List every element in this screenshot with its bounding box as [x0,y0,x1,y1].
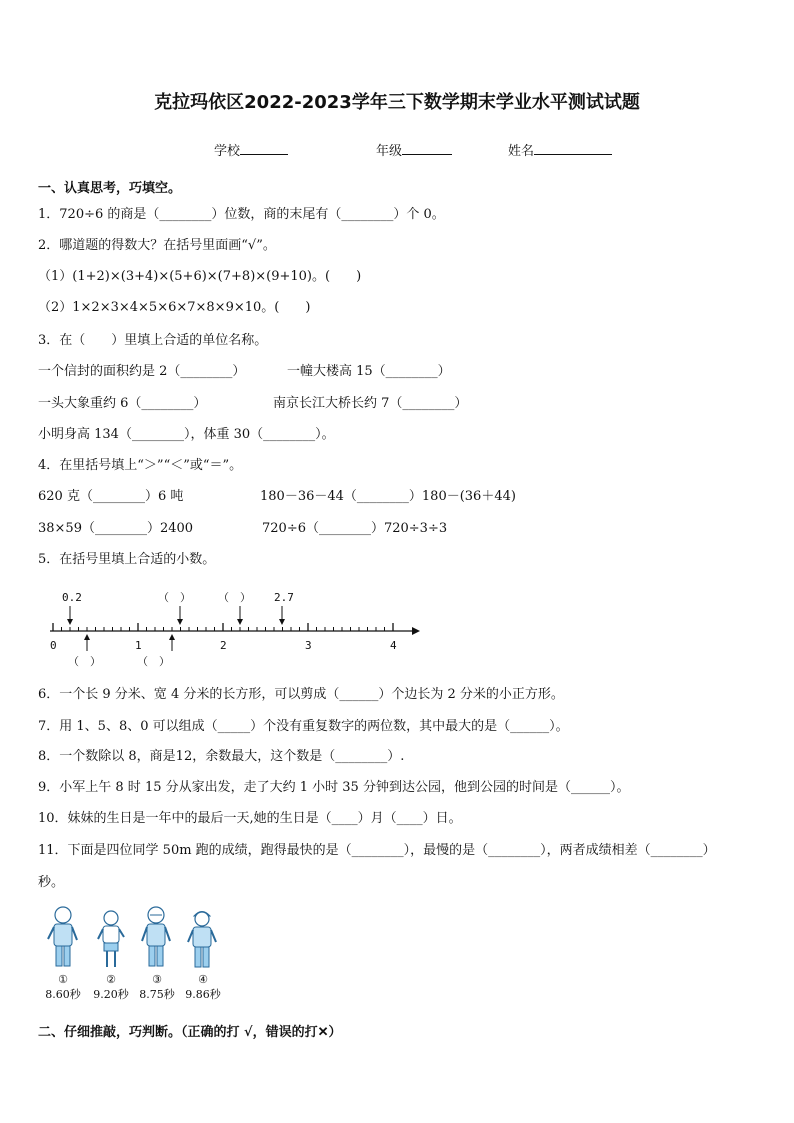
top-label-1: 0.2 [62,591,82,604]
name-field[interactable] [508,140,612,159]
question-2: 2．哪道题的得数大？在括号里面画“√”。 [38,238,276,253]
runner-2-illustration [96,909,126,971]
runner-4-num: ④ [198,973,208,986]
question-10: 10．妹妹的生日是一年中的最后一天,她的生日是（____）月（____）日。 [38,811,462,826]
tick-label-1: 1 [135,639,142,652]
question-5: 5．在括号里填上合适的小数。 [38,552,216,567]
runner-1-num: ① [58,973,68,986]
question-9: 9．小军上午 8 时 15 分从家出发，走了大约 1 小时 35 分钟到达公园，他到公园的时间是（______）。 [38,780,630,795]
runner-1-time: 8.60秒 [45,988,81,1001]
runner-3-num: ③ [152,973,162,986]
grade-label: 年级 [376,144,403,159]
question-3a2: 一幢大楼高 15（________） [287,364,451,379]
top-label-2: （ ） [158,591,191,604]
question-3b1: 一头大象重约 6（________） [38,396,207,411]
question-4a1: 620 克（________）6 吨 [38,489,184,504]
question-7: 7．用 1、5、8、0 可以组成（_____）个没有重复数字的两位数，其中最大的是（______）。 [38,719,569,734]
runner-2-label [86,973,136,1002]
tick-label-4: 4 [390,639,397,652]
runner-1-label [38,973,88,1002]
tick-label-3: 3 [305,639,312,652]
page-title: 克拉玛依区2022-2023学年三下数学期末学业水平测试试题 [154,92,640,113]
question-3c: 小明身高 134（________），体重 30（________）。 [38,427,335,442]
bottom-label-2: （ ） [137,655,170,668]
question-2b: （2）1×2×3×4×5×6×7×8×9×10。( ) [38,300,311,315]
question-3a1: 一个信封的面积约是 2（________） [38,364,246,379]
tick-label-2: 2 [220,639,227,652]
question-2a: （1）(1+2)×(3+4)×(5+6)×(7+8)×(9+10)。( ) [38,269,362,284]
top-label-3: （ ） [218,591,251,604]
grade-blank[interactable] [402,142,452,155]
question-3b2: 南京长江大桥长约 7（________） [273,396,468,411]
grade-field[interactable] [376,140,452,159]
bottom-label-1: （ ） [68,655,101,668]
runner-3-illustration [140,905,172,971]
school-blank[interactable] [240,142,288,155]
name-label: 姓名 [508,144,535,159]
school-label: 学校 [214,144,241,159]
question-4: 4．在里括号填上“＞”“＜”或“＝”。 [38,458,243,473]
question-4a2: 180－36－44（________）180－(36＋44) [260,489,516,504]
runner-2-time: 9.20秒 [93,988,129,1001]
runner-3-label [132,973,182,1002]
question-1: 1．720÷6 的商是（________）位数，商的末尾有（________）个 0。 [38,207,445,222]
name-blank[interactable] [534,142,612,155]
runner-4-label [178,973,228,1002]
runner-4-illustration [186,907,218,971]
question-11: 11．下面是四位同学 50m 跑的成绩，跑得最快的是（________），最慢的是（________），两者成绩相差（________） [38,843,716,858]
runners-figure [38,905,238,1005]
runner-4-time: 9.86秒 [185,988,221,1001]
question-11-tail: 秒。 [38,875,65,890]
top-label-4: 2.7 [274,591,294,604]
question-3: 3．在（ ）里填上合适的单位名称。 [38,333,268,348]
axis-arrow [412,627,420,635]
runner-1-illustration [46,905,80,971]
number-line-figure [40,585,430,670]
school-field[interactable] [214,140,288,159]
section1-heading: 一、认真思考，巧填空。 [38,181,182,196]
question-8: 8．一个数除以 8，商是12，余数最大，这个数是（________）. [38,749,405,764]
question-6: 6．一个长 9 分米、宽 4 分米的长方形，可以剪成（______）个边长为 2 分米的小正方形。 [38,687,564,702]
tick-label-0: 0 [50,639,57,652]
runner-3-time: 8.75秒 [139,988,175,1001]
question-4b1: 38×59（________）2400 [38,521,194,536]
section2-heading: 二、仔细推敲，巧判断。（正确的打 √，错误的打✕） [38,1025,342,1040]
question-4b2: 720÷6（________）720÷3÷3 [262,521,448,536]
runner-2-num: ② [106,973,116,986]
